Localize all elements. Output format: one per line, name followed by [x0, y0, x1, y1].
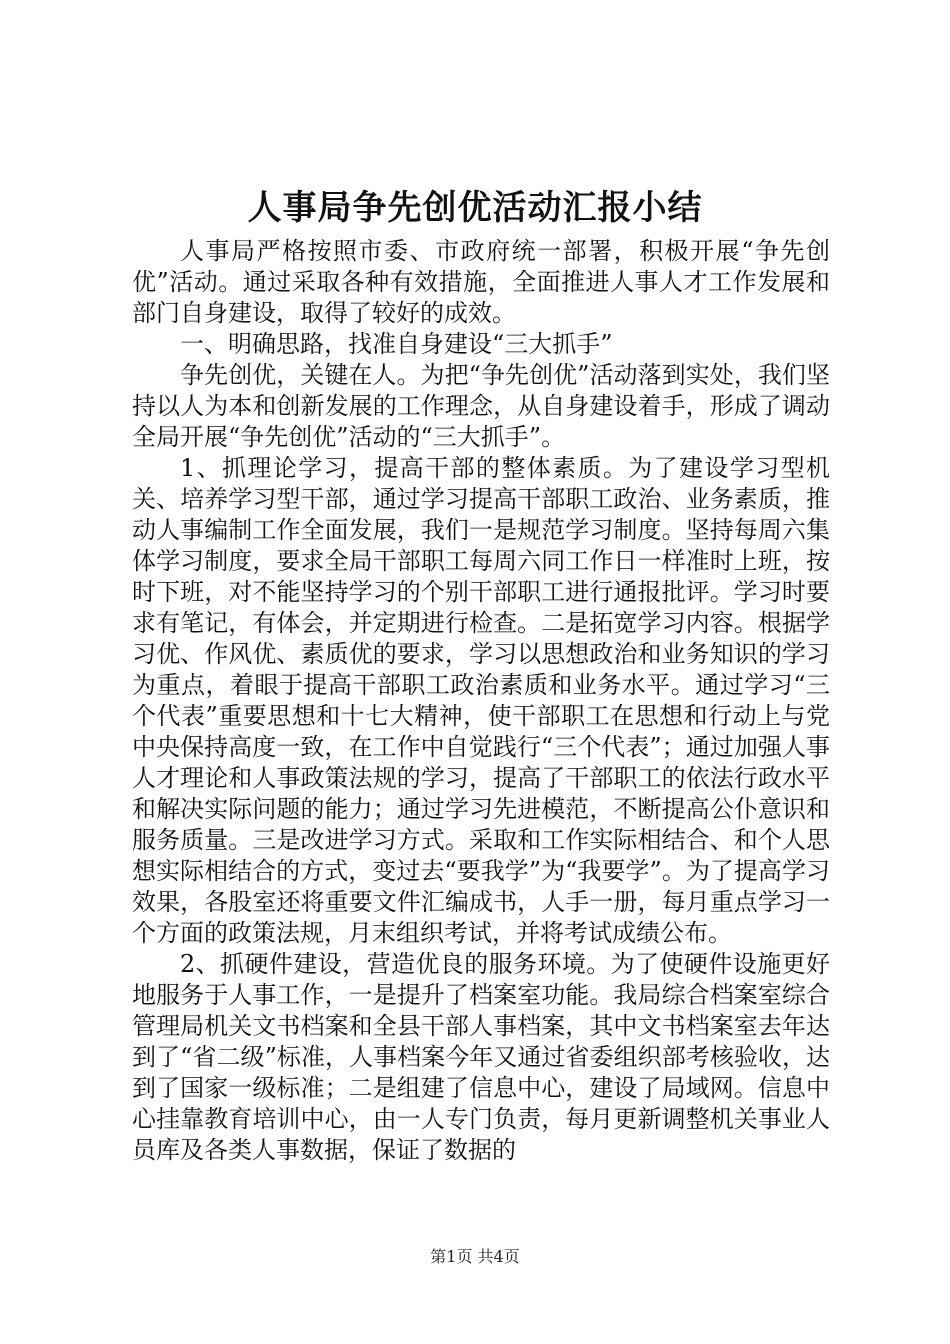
document-title: 人事局争先创优活动汇报小结: [247, 188, 703, 228]
document-body: [132, 236, 830, 1166]
page-footer: 第1页 共4页: [430, 1247, 520, 1266]
section-heading-1: 一、明确思路，找准自身建设“三大抓手”: [180, 330, 613, 358]
paragraph-intro: 人事局严格按照市委、市政府统一部署，积极开展“争先创优”活动。通过采取各种有效措施，全面推进人事人才工作发展和部门自身建设，取得了较好的成效。: [132, 237, 830, 327]
paragraph-theory-study: 1、抓理论学习，提高干部的整体素质。为了建设学习型机关、培养学习型干部，通过学习提高干部职工政治、业务素质，推动人事编制工作全面发展，我们一是规范学习制度。坚持每周六集体学习制度，要求全局干部职工每周六同工作日一样准时上班，按时下班，对不能坚持学习的个别干部职工进行通报批评。学习时要求有笔记，有体会，并定期进行检查。二是拓宽学习内容。根据学习优、作风优、素质优的要求，学习以思想政治和业务知识的学习为重点，着眼于提高干部职工政治素质和业务水平。通过学习“三个代表”重要思想和十七大精神，使干部职工在思想和行动上与党中央保持高度一致，在工作中自觉践行“三个代表”；通过加强人事人才理论和人事政策法规的学习，提高了干部职工的依法行政水平和解决实际问题的能力；通过学习先进模范，不断提高公仆意识和服务质量。三是改进学习方式。采取和工作实际相结合、和个人思想实际相结合的方式，变过去“要我学”为“我要学”。为了提高学习效果，各股室还将重要文件汇编成书，人手一册，每月重点学习一个方面的政策法规，月末组织考试，并将考试成绩公布。: [132, 454, 830, 947]
paragraph-hardware: 2、抓硬件建设，营造优良的服务环境。为了使硬件设施更好地服务于人事工作，一是提升了档案室功能。我局综合档案室综合管理局机关文书档案和全县干部人事档案，其中文书档案室去年达到了“省二级”标准，人事档案今年又通过省委组织部考核验收，达到了国家一级标准；二是组建了信息中心，建设了局域网。信息中心挂靠教育培训中心，由一人专门负责，每月更新调整机关事业人员库及各类人事数据，保证了数据的: [132, 950, 830, 1164]
paragraph-key-people: 争先创优，关键在人。为把“争先创优”活动落到实处，我们坚持以人为本和创新发展的工作理念，从自身建设着手，形成了调动全局开展“争先创优”活动的“三大抓手”。: [132, 361, 830, 451]
